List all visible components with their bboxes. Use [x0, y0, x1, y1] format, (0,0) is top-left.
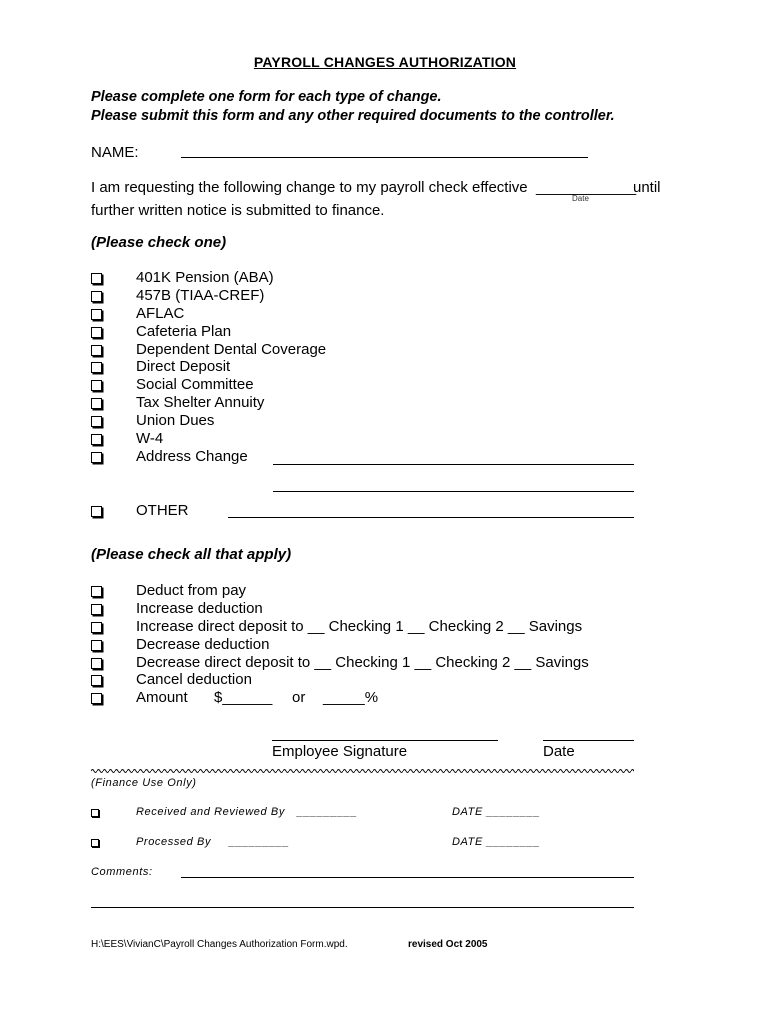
received-date[interactable]: DATE ________	[452, 806, 541, 818]
footer-revised: revised Oct 2005	[408, 939, 488, 950]
wavy-divider	[91, 768, 634, 774]
option-cancel-deduction: Cancel deduction	[136, 671, 252, 688]
checkbox-amount[interactable]	[91, 693, 102, 704]
request-text-1: I am requesting the following change to my payroll check effective	[91, 179, 528, 196]
checkbox-processed[interactable]	[91, 839, 99, 847]
received-label: Received and Reviewed By	[136, 806, 285, 818]
option-increase-direct-deposit: Increase direct deposit to __ Checking 1 __ Checking 2 __ Savings	[136, 618, 583, 635]
signature-date-line[interactable]	[543, 740, 634, 741]
checkbox-increase-deduction[interactable]	[91, 604, 102, 615]
name-field-line[interactable]	[181, 157, 588, 158]
or-text: or	[292, 689, 306, 706]
comments-label: Comments:	[91, 866, 153, 878]
comments-line-2[interactable]	[91, 907, 634, 908]
option-social-committee: Social Committee	[136, 376, 254, 393]
option-union-dues: Union Dues	[136, 412, 215, 429]
checkbox-address-change[interactable]	[91, 452, 102, 463]
checkbox-deduct-from-pay[interactable]	[91, 586, 102, 597]
option-increase-deduction: Increase deduction	[136, 600, 263, 617]
option-direct-deposit: Direct Deposit	[136, 358, 231, 375]
date-caption: Date	[572, 194, 589, 203]
option-401k: 401K Pension (ABA)	[136, 269, 274, 286]
checkbox-tax-shelter[interactable]	[91, 398, 102, 409]
footer-file-path: H:\EES\VivianC\Payroll Changes Authorization Form.wpd.	[91, 939, 348, 950]
checkbox-increase-direct-deposit[interactable]	[91, 622, 102, 633]
option-decrease-direct-deposit: Decrease direct deposit to __ Checking 1 __ Checking 2 __ Savings	[136, 654, 589, 671]
checkbox-decrease-direct-deposit[interactable]	[91, 658, 102, 669]
comments-line-1[interactable]	[181, 877, 634, 878]
checkbox-457b[interactable]	[91, 291, 102, 302]
signature-date-label: Date	[543, 743, 575, 760]
checkbox-union-dues[interactable]	[91, 416, 102, 427]
name-label: NAME:	[91, 144, 139, 161]
address-line-2[interactable]	[273, 491, 634, 492]
finance-heading: (Finance Use Only)	[91, 777, 197, 789]
option-decrease-deduction: Decrease deduction	[136, 636, 270, 653]
received-blank[interactable]: _________	[297, 806, 358, 818]
request-text-2: further written notice is submitted to finance.	[91, 202, 385, 219]
form-title: PAYROLL CHANGES AUTHORIZATION	[253, 54, 517, 70]
checkbox-cancel-deduction[interactable]	[91, 675, 102, 686]
option-aflac: AFLAC	[136, 305, 185, 322]
amount-label: Amount	[136, 689, 188, 706]
processed-blank[interactable]: _________	[229, 836, 290, 848]
instruction-line-2: Please submit this form and any other required documents to the controller.	[91, 108, 615, 124]
checkbox-direct-deposit[interactable]	[91, 362, 102, 373]
processed-date[interactable]: DATE ________	[452, 836, 541, 848]
option-w4: W-4	[136, 430, 164, 447]
option-dental: Dependent Dental Coverage	[136, 341, 327, 358]
processed-label: Processed By	[136, 836, 212, 848]
option-cafeteria: Cafeteria Plan	[136, 323, 232, 340]
effective-date-blank[interactable]: ____________	[536, 179, 637, 196]
amount-percent-blank[interactable]: _____%	[323, 689, 379, 706]
checkbox-received[interactable]	[91, 809, 99, 817]
option-deduct-from-pay: Deduct from pay	[136, 582, 247, 599]
section1-heading: (Please check one)	[91, 234, 227, 251]
checkbox-aflac[interactable]	[91, 309, 102, 320]
checkbox-w4[interactable]	[91, 434, 102, 445]
employee-signature-label: Employee Signature	[272, 743, 408, 760]
checkbox-decrease-deduction[interactable]	[91, 640, 102, 651]
amount-dollar-blank[interactable]: $______	[214, 689, 273, 706]
option-tax-shelter: Tax Shelter Annuity	[136, 394, 265, 411]
checkbox-401k[interactable]	[91, 273, 102, 284]
checkbox-other[interactable]	[91, 506, 102, 517]
other-line[interactable]	[228, 517, 634, 518]
checkbox-dental[interactable]	[91, 345, 102, 356]
option-other: OTHER	[136, 502, 189, 519]
checkbox-social-committee[interactable]	[91, 380, 102, 391]
section2-heading: (Please check all that apply)	[91, 546, 292, 563]
address-line-1[interactable]	[273, 464, 634, 465]
instruction-line-1: Please complete one form for each type of change.	[91, 89, 442, 105]
until-text: until	[633, 179, 661, 196]
checkbox-cafeteria[interactable]	[91, 327, 102, 338]
option-address-change: Address Change	[136, 448, 248, 465]
signature-line[interactable]	[272, 740, 498, 741]
option-457b: 457B (TIAA-CREF)	[136, 287, 265, 304]
